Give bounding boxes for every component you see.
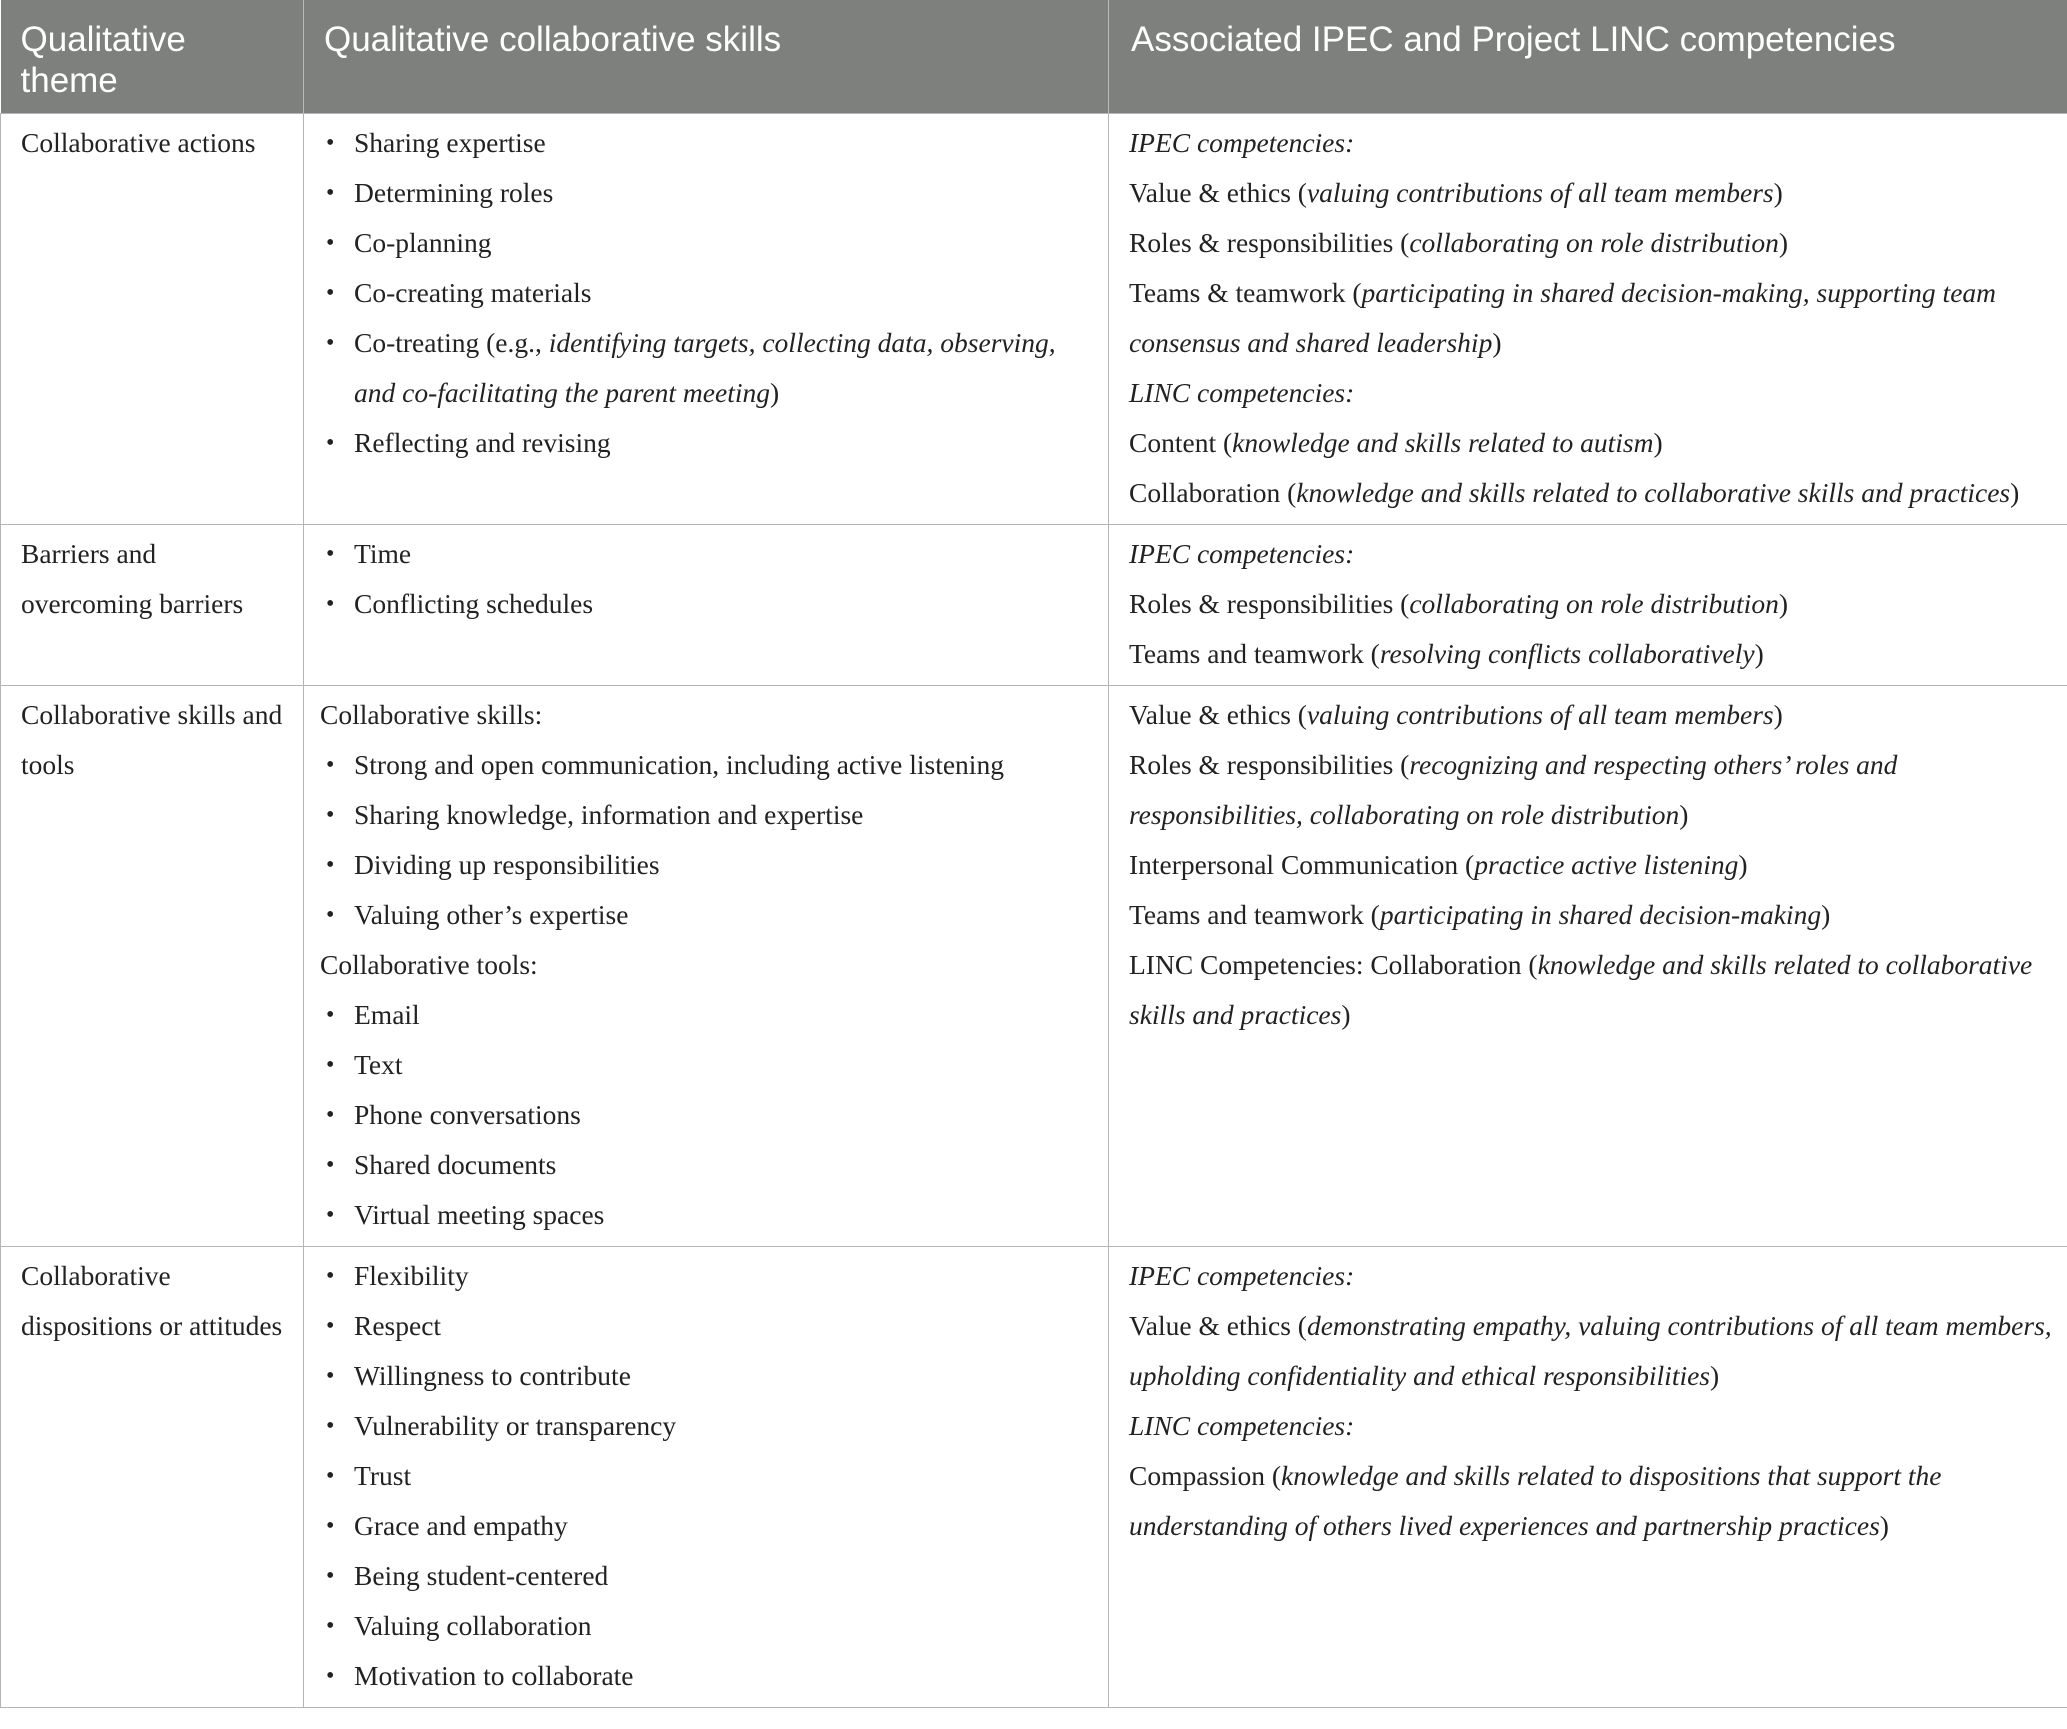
header-collaborative-skills: Qualitative collaborative skills [304, 0, 1109, 114]
text-run: Teams and teamwork ( [1129, 899, 1380, 930]
skill-bullet-item [320, 1190, 1098, 1240]
competency-line [1129, 529, 2059, 579]
italic-text: LINC competencies: [1129, 377, 1355, 408]
skill-bullet-item [320, 1090, 1098, 1140]
skill-bullet-item [320, 890, 1098, 940]
competency-line [1129, 1251, 2059, 1301]
skills-cell [304, 1247, 1109, 1708]
skill-bullet-item [320, 840, 1098, 890]
italic-text: participating in shared decision-making, supporting team consensus and shared leadership [1129, 277, 1997, 358]
competency-line [1129, 1401, 2059, 1451]
competency-line [1129, 268, 2059, 368]
table-row [1, 686, 2067, 1247]
text-run: Co-planning [354, 227, 492, 258]
italic-text: IPEC competencies: [1129, 538, 1355, 569]
text-run: Value & ethics ( [1129, 699, 1307, 730]
text-run: Email [354, 999, 420, 1030]
text-run: Conflicting schedules [354, 588, 594, 619]
competencies-cell [1109, 525, 2067, 686]
text-run: Trust [354, 1460, 412, 1491]
skill-bullet-item [320, 1651, 1098, 1701]
text-run: Valuing collaboration [354, 1610, 592, 1641]
italic-text: knowledge and skills related to autism [1232, 427, 1654, 458]
text-run: ) [1492, 327, 1502, 358]
table-header [1, 0, 2067, 114]
text-run: ) [769, 377, 780, 408]
text-run: Shared documents [354, 1149, 557, 1180]
italic-text: knowledge and skills related to dispositions that support the understanding of others lived experiences and partnership practices [1129, 1460, 1942, 1541]
text-run: Grace and empathy [354, 1510, 568, 1541]
text-run: Roles & responsibilities ( [1129, 588, 1410, 619]
italic-text: identifying targets, collecting data, observing, and co-facilitating the parent meeting [354, 327, 1056, 408]
skill-bullet-item [320, 1040, 1098, 1090]
skill-bullet-item [320, 418, 1098, 468]
text-run: Time [354, 538, 412, 569]
skills-cell [304, 114, 1109, 525]
text-run: ) [1754, 638, 1764, 669]
theme-cell: Collaborative actions [1, 114, 304, 525]
italic-text: demonstrating empathy, valuing contributions of all team members, upholding confidentiality and ethical responsibilities [1129, 1310, 2052, 1391]
italic-text: valuing contributions of all team members [1306, 699, 1774, 730]
text-run: ) [1821, 899, 1831, 930]
text-run: Value & ethics ( [1129, 177, 1307, 208]
competency-line [1129, 118, 2059, 168]
text-run: Being student-centered [354, 1560, 609, 1591]
text-run: Teams and teamwork ( [1129, 638, 1380, 669]
header-competencies: Associated IPEC and Project LINC competencies [1109, 0, 2067, 114]
skill-bullet-item [320, 1251, 1098, 1301]
competency-line [1129, 940, 2059, 1040]
skill-bullet-item [320, 218, 1098, 268]
text-run: Respect [354, 1310, 442, 1341]
text-run: ) [1879, 1510, 1889, 1541]
header-row [1, 0, 2067, 114]
skill-bullet-item [320, 1501, 1098, 1551]
skill-bullet-item [320, 1140, 1098, 1190]
italic-text: collaborating on role distribution [1409, 227, 1779, 258]
text-run: ) [1738, 849, 1748, 880]
competency-line [1129, 690, 2059, 740]
skill-bullet-item [320, 990, 1098, 1040]
italic-text: collaborating on role distribution [1409, 588, 1779, 619]
text-run: LINC Competencies: Collaboration ( [1129, 949, 1538, 980]
skill-bullet-item [320, 1301, 1098, 1351]
skill-bullet-item [320, 1451, 1098, 1501]
text-run: ) [1773, 699, 1783, 730]
text-run: Compassion ( [1129, 1460, 1282, 1491]
skill-bullet-item [320, 1551, 1098, 1601]
skill-group-heading [320, 690, 1098, 740]
skill-group-heading [320, 940, 1098, 990]
text-run: Content ( [1129, 427, 1233, 458]
table-row [1, 114, 2067, 525]
italic-text: recognizing and respecting others’ roles and responsibilities, collaborating on role distribution [1129, 749, 1898, 830]
text-run: ) [2010, 477, 2020, 508]
competency-line [1129, 468, 2059, 518]
italic-text: resolving conflicts collaboratively [1379, 638, 1755, 669]
text-run: Strong and open communication, including active listening [354, 749, 1004, 780]
competency-line [1129, 890, 2059, 940]
table-body [1, 114, 2067, 1708]
text-run: Sharing knowledge, information and expertise [354, 799, 864, 830]
italic-text: practice active listening [1474, 849, 1739, 880]
text-run: Collaborative skills: [320, 699, 543, 730]
competency-line [1129, 1301, 2059, 1401]
skill-bullet-item [320, 579, 1098, 629]
competencies-cell [1109, 1247, 2067, 1708]
text-run: Dividing up responsibilities [354, 849, 660, 880]
text-run: Text [354, 1049, 403, 1080]
skill-bullet-item [320, 268, 1098, 318]
skill-bullet-item [320, 318, 1098, 418]
competency-line [1129, 418, 2059, 468]
skills-cell [304, 686, 1109, 1247]
theme-cell: Collaborative dispositions or attitudes [1, 1247, 304, 1708]
italic-text: IPEC competencies: [1129, 1260, 1355, 1291]
text-run: Determining roles [354, 177, 554, 208]
table-row [1, 525, 2067, 686]
text-run: Collaboration ( [1129, 477, 1297, 508]
text-run: Phone conversations [354, 1099, 581, 1130]
competency-line [1129, 579, 2059, 629]
skill-bullet-item [320, 790, 1098, 840]
text-run: Value & ethics ( [1129, 1310, 1307, 1341]
competency-line [1129, 368, 2059, 418]
text-run: Co-treating (e.g., [354, 327, 549, 358]
text-run: Reflecting and revising [354, 427, 611, 458]
text-run: ) [1710, 1360, 1720, 1391]
italic-text: valuing contributions of all team members [1306, 177, 1774, 208]
italic-text: knowledge and skills related to collaborative skills and practices [1129, 949, 2033, 1030]
text-run: ) [1679, 799, 1689, 830]
italic-text: participating in shared decision-making [1379, 899, 1822, 930]
text-run: ) [1778, 227, 1788, 258]
theme-cell: Barriers and overcoming barriers [1, 525, 304, 686]
italic-text: knowledge and skills related to collaborative skills and practices [1296, 477, 2011, 508]
italic-text: LINC competencies: [1129, 1410, 1355, 1441]
text-run: Roles & responsibilities ( [1129, 227, 1410, 258]
text-run: Valuing other’s expertise [354, 899, 629, 930]
text-run: Roles & responsibilities ( [1129, 749, 1410, 780]
text-run: Willingness to contribute [354, 1360, 631, 1391]
italic-text: IPEC competencies: [1129, 127, 1355, 158]
text-run: ) [1341, 999, 1351, 1030]
skill-bullet-item [320, 1401, 1098, 1451]
text-run: Interpersonal Communication ( [1129, 849, 1475, 880]
text-run: Motivation to collaborate [354, 1660, 634, 1691]
skill-bullet-item [320, 168, 1098, 218]
text-run: ) [1773, 177, 1783, 208]
competencies-cell [1109, 114, 2067, 525]
competency-line [1129, 168, 2059, 218]
skill-bullet-item [320, 118, 1098, 168]
text-run: Collaborative tools: [320, 949, 538, 980]
text-run: Sharing expertise [354, 127, 546, 158]
competencies-cell [1109, 686, 2067, 1247]
skill-bullet-item [320, 1601, 1098, 1651]
text-run: Flexibility [354, 1260, 469, 1291]
theme-cell: Collaborative skills and tools [1, 686, 304, 1247]
skill-bullet-item [320, 529, 1098, 579]
skill-bullet-item [320, 1351, 1098, 1401]
competency-line [1129, 840, 2059, 890]
competency-line [1129, 1451, 2059, 1551]
text-run: Teams & teamwork ( [1129, 277, 1362, 308]
skills-cell [304, 525, 1109, 686]
skill-bullet-item [320, 740, 1098, 790]
text-run: Virtual meeting spaces [354, 1199, 605, 1230]
competency-line [1129, 218, 2059, 268]
competency-line [1129, 740, 2059, 840]
text-run: ) [1653, 427, 1663, 458]
text-run: Vulnerability or transparency [354, 1410, 677, 1441]
table-row [1, 1247, 2067, 1708]
text-run: Co-creating materials [354, 277, 592, 308]
header-qualitative-theme: Qualitative theme [1, 0, 304, 114]
competency-line [1129, 629, 2059, 679]
text-run: ) [1778, 588, 1788, 619]
